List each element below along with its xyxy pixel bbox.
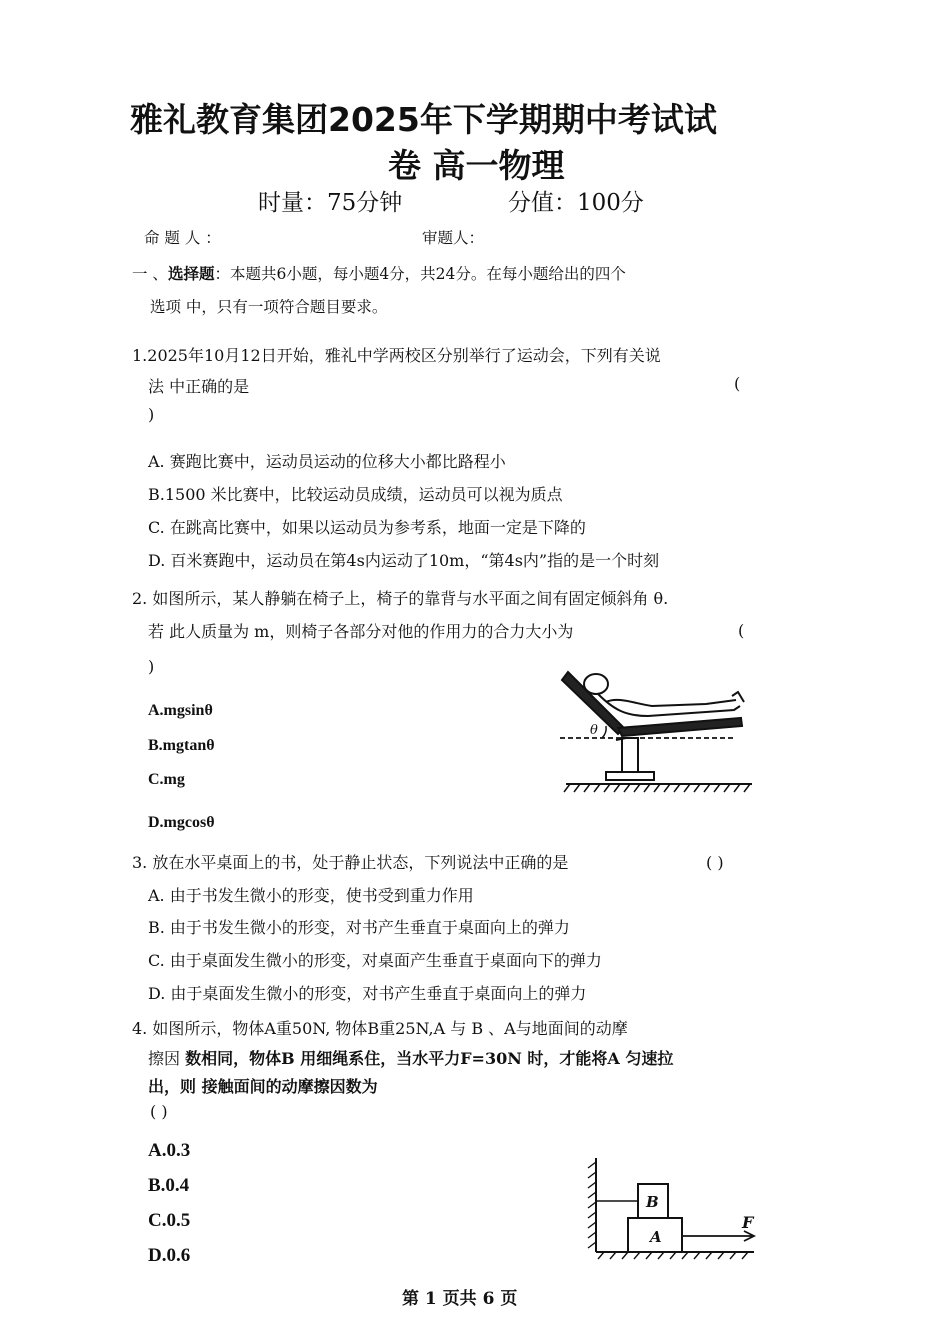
q1-option-d: D. 百米赛跑中，运动员在第4s内运动了10m，“第4s内”指的是一个时刻 bbox=[148, 551, 660, 570]
setter-label: 命 题 人 ： bbox=[144, 229, 221, 247]
q1-option-c: C. 在跳高比赛中，如果以运动员为参考系，地面一定是下降的 bbox=[148, 518, 586, 537]
exam-title-line2: 卷 高一物理 bbox=[388, 146, 565, 185]
q2-stem-line2: 若 此人质量为 m，则椅子各部分对他的作用力的合力大小为 bbox=[148, 622, 574, 641]
section-prefix: 一 、 bbox=[132, 265, 168, 283]
q1-stem-line2: 法 中正确的是 bbox=[148, 377, 250, 396]
q3-stem: 3. 放在水平桌面上的书，处于静止状态，下列说法中正确的是 bbox=[132, 853, 569, 872]
q4-stem-line2-bold: 数相同，物体B 用细绳系住，当水平力F=30N 时，才能将A 匀速拉 bbox=[185, 1049, 674, 1068]
section-label: 选择题 bbox=[167, 264, 215, 283]
q3-option-b: B. 由于书发生微小的形变，对书产生垂直于桌面向上的弹力 bbox=[148, 918, 570, 937]
q2-option-c: C.mg bbox=[148, 771, 185, 788]
chair-seat bbox=[618, 718, 742, 736]
q2-figure-reclining-chair bbox=[556, 666, 756, 796]
section-desc-cont: 选项 中，只有一项符合题目要求。 bbox=[150, 298, 388, 316]
q2-paren-close: ) bbox=[148, 657, 155, 676]
q3-option-c: C. 由于桌面发生微小的形变，对桌面产生垂直于桌面向下的弹力 bbox=[148, 951, 602, 970]
block-b-label: B bbox=[646, 1193, 659, 1211]
angle-theta-label: θ bbox=[590, 723, 598, 738]
q4-option-b: B.0.4 bbox=[148, 1175, 190, 1196]
person-head bbox=[584, 674, 608, 694]
ground-hatching bbox=[564, 784, 750, 792]
q2-stem-line1: 2. 如图所示，某人静躺在椅子上，椅子的靠背与水平面之间有固定倾斜角 θ. bbox=[132, 589, 669, 608]
reviewer-label: 审题人： bbox=[422, 229, 485, 247]
q2-option-a: A.mgsinθ bbox=[148, 702, 213, 719]
block-a-label: A bbox=[650, 1228, 662, 1246]
page-footer: 第 1 页共 6 页 bbox=[402, 1289, 518, 1309]
exam-score: 分值：100分 bbox=[508, 190, 644, 216]
q4-stem-line1: 4. 如图所示，物体A重50N, 物体B重25N,A 与 B 、A与地面间的动摩 bbox=[132, 1019, 628, 1038]
q2-paren-open: ( bbox=[738, 621, 745, 640]
q4-option-c: C.0.5 bbox=[148, 1210, 191, 1231]
force-f-label: F bbox=[742, 1213, 754, 1232]
q4-stem-line2 bbox=[148, 1046, 673, 1069]
wall-hatching bbox=[588, 1162, 596, 1248]
section-desc: ：本题共6小题，每小题4分，共24分。在每小题给出的四个 bbox=[214, 265, 626, 283]
q1-paren-open: ( bbox=[734, 374, 741, 393]
q1-paren-close: ) bbox=[148, 405, 155, 424]
q3-paren: ( ) bbox=[706, 853, 724, 872]
q1-stem-line1: 1.2025年10月12日开始，雅礼中学两校区分别举行了运动会，下列有关说 bbox=[132, 346, 661, 365]
chair-base bbox=[606, 772, 654, 780]
q2-option-b: B.mgtanθ bbox=[148, 737, 215, 754]
q3-option-d: D. 由于桌面发生微小的形变，对书产生垂直于桌面向上的弹力 bbox=[148, 984, 587, 1003]
q1-option-b: B.1500 米比赛中，比较运动员成绩，运动员可以视为质点 bbox=[148, 485, 563, 504]
chair-post bbox=[622, 738, 638, 772]
exam-title-line1: 雅礼教育集团2025年下学期期中考试试 bbox=[130, 100, 717, 139]
q4-paren: ( ) bbox=[150, 1102, 168, 1121]
q4-figure-blocks bbox=[582, 1156, 762, 1260]
floor-hatching bbox=[598, 1252, 748, 1259]
q4-stem-line2-plain: 擦因 bbox=[148, 1049, 186, 1068]
q4-option-d: D.0.6 bbox=[148, 1245, 191, 1266]
q1-option-a: A. 赛跑比赛中，运动员运动的位移大小都比路程小 bbox=[148, 452, 506, 471]
q3-option-a: A. 由于书发生微小的形变，使书受到重力作用 bbox=[148, 886, 474, 905]
q2-option-d: D.mgcosθ bbox=[148, 814, 215, 831]
q4-option-a: A.0.3 bbox=[148, 1140, 191, 1161]
exam-duration: 时量：75分钟 bbox=[258, 190, 403, 216]
q4-stem-line3: 出，则 接触面间的动摩擦因数为 bbox=[148, 1077, 378, 1096]
section-heading bbox=[132, 262, 626, 284]
